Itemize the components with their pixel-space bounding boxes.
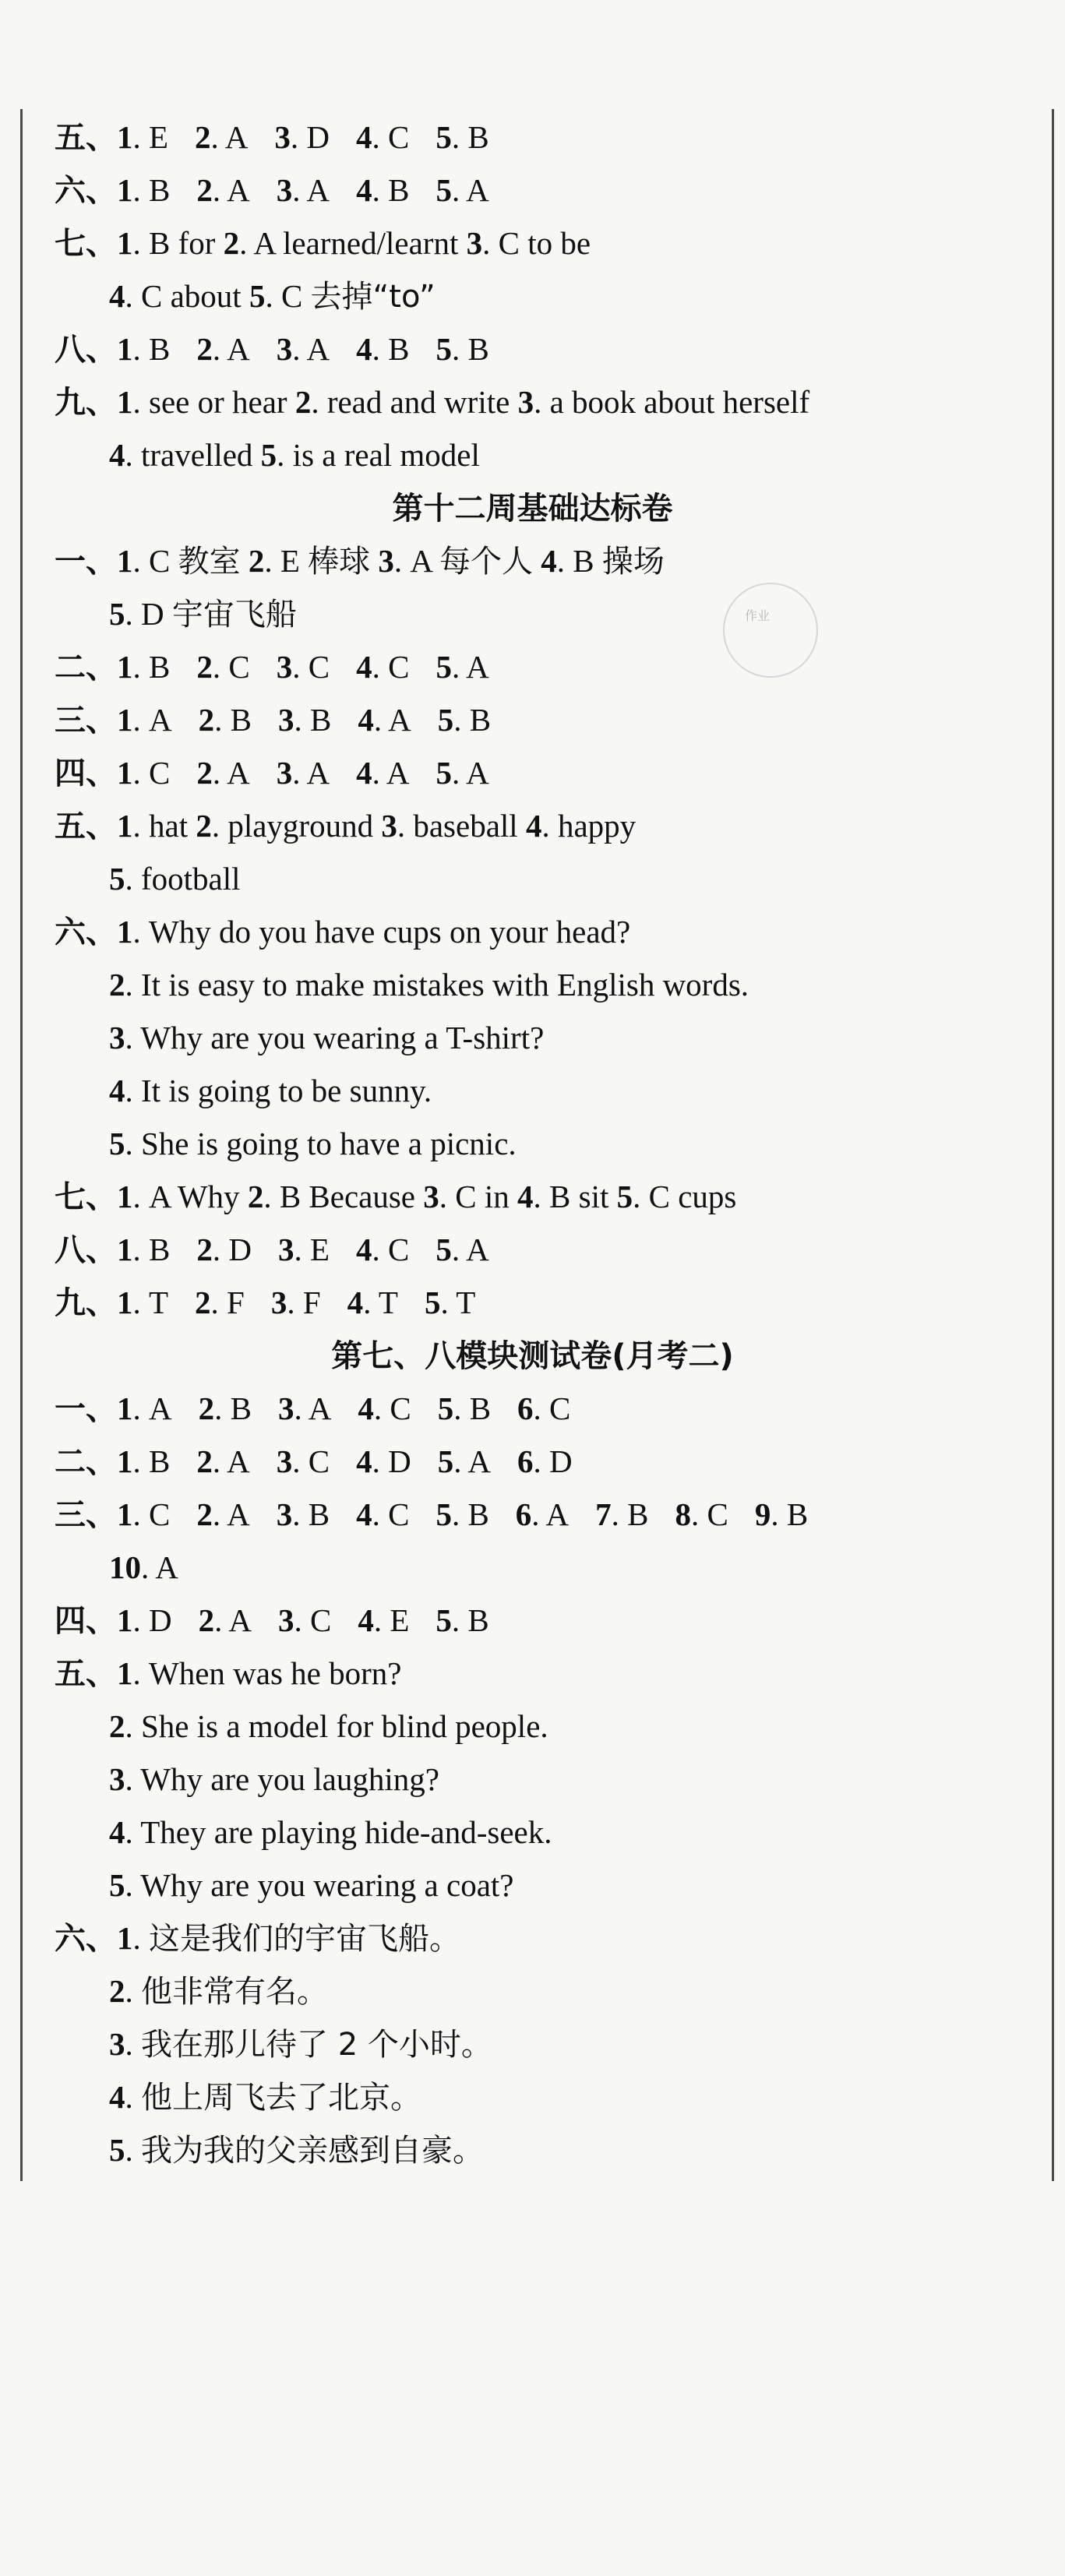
answer-line [55, 1912, 460, 1965]
answer-text: 宇宙飞船 [171, 597, 297, 633]
answer-line [55, 640, 489, 693]
answer-text: . B sit [533, 1179, 617, 1214]
answer-text: . C in [439, 1179, 518, 1214]
item-number: 3 [276, 1443, 293, 1479]
answer-text: . B [372, 172, 410, 208]
item-number: 5 [437, 1390, 454, 1426]
answer-text: . A [212, 172, 250, 208]
answer-text: . C [372, 649, 410, 685]
answer-text: . A [451, 649, 489, 685]
answer-text: . C [372, 1232, 410, 1267]
answer-line [55, 1276, 475, 1329]
answer-text: . C [373, 1390, 411, 1426]
answer-text: . B [294, 702, 332, 738]
answer-text: . C [132, 1496, 171, 1532]
item-number: 3 [277, 1390, 294, 1426]
item-number: 1 [117, 1920, 133, 1956]
answer-line [55, 1223, 489, 1276]
item-number: 4 [517, 1179, 534, 1214]
answer-text: . [125, 2026, 141, 2062]
answer-line [109, 270, 436, 322]
answer-text: . A [212, 331, 250, 367]
item-number: 3 [423, 1179, 439, 1214]
item-number: 5 [616, 1179, 633, 1214]
section-number: 六、 [55, 173, 117, 209]
item-number: 5 [109, 1126, 125, 1161]
answer-text: . A [451, 755, 489, 791]
answer-text: . B [132, 649, 171, 685]
answer-text: . see or hear [132, 384, 295, 420]
answer-text: . Why are you laughing? [125, 1761, 439, 1797]
answer-text: . D [212, 1232, 252, 1267]
answer-text: . T [363, 1284, 398, 1320]
item-number: 2 [109, 1973, 125, 2009]
item-number: 1 [117, 702, 133, 738]
item-number: 5 [437, 1443, 454, 1479]
answer-line [109, 1700, 548, 1753]
answer-text: 去掉“to” [310, 279, 436, 315]
item-number: 10 [109, 1549, 141, 1585]
answer-text: . D [533, 1443, 573, 1479]
section-number: 三、 [55, 1497, 117, 1533]
answer-text: . A [212, 1443, 250, 1479]
answer-text: . Why are you wearing a T-shirt? [125, 1020, 545, 1055]
item-number: 6 [517, 1443, 534, 1479]
answer-text [533, 543, 541, 579]
section-number: 五、 [55, 809, 117, 844]
answer-text: . C [533, 1390, 571, 1426]
item-number: 1 [117, 331, 133, 367]
section-number: 一、 [55, 544, 117, 580]
answer-line [109, 1965, 328, 2017]
item-number: 1 [117, 1496, 133, 1532]
item-number: 2 [196, 755, 213, 791]
item-number: 3 [277, 1602, 294, 1638]
answer-text: . A [453, 1443, 492, 1479]
answer-line [55, 746, 489, 799]
item-number: 3 [378, 543, 394, 579]
answer-text: 第七、八模块测试卷(月考二) [331, 1338, 734, 1374]
item-number: 1 [117, 1179, 133, 1214]
item-number: 4 [356, 172, 372, 208]
answer-text: . C [265, 278, 311, 314]
answer-text: . [125, 2079, 141, 2115]
answer-text: . T [132, 1284, 169, 1320]
item-number: 3 [276, 172, 293, 208]
answer-text: . C [212, 649, 250, 685]
answer-text: . C to be [482, 225, 591, 261]
answer-text: . a book about herself [534, 384, 810, 420]
answer-text: . baseball [397, 808, 526, 844]
item-number: 2 [196, 808, 212, 844]
item-number: 4 [356, 1443, 372, 1479]
answer-text: . B [556, 543, 602, 579]
item-number: 3 [381, 808, 397, 844]
item-number: 3 [277, 702, 294, 738]
item-number: 1 [117, 1602, 133, 1638]
section-number: 九、 [55, 1285, 117, 1321]
answer-text: . C [372, 119, 410, 155]
item-number: 3 [466, 225, 483, 261]
answer-line [109, 852, 241, 905]
item-number: 4 [347, 1284, 364, 1320]
answer-line [55, 1382, 570, 1435]
answer-line [55, 693, 491, 746]
item-number: 1 [117, 649, 133, 685]
answer-line [55, 1647, 401, 1700]
item-number: 3 [109, 1761, 125, 1797]
answer-text: . T [440, 1284, 476, 1320]
item-number: 1 [117, 808, 133, 844]
answer-text: . D [132, 1602, 172, 1638]
answer-line [109, 1541, 178, 1594]
item-number: 4 [356, 649, 372, 685]
answer-text: . [132, 1920, 149, 1956]
answer-text: . A [451, 1232, 489, 1267]
answer-text: . B [451, 331, 489, 367]
item-number: 4 [356, 1232, 372, 1267]
item-number: 4 [109, 278, 125, 314]
item-number: 4 [356, 1496, 372, 1532]
answer-text: . hat [132, 808, 196, 844]
item-number: 2 [196, 1232, 213, 1267]
section-number: 八、 [55, 1232, 117, 1268]
answer-text: . She is going to have a picnic. [125, 1126, 517, 1161]
answer-line [109, 587, 297, 640]
answer-text: . A [214, 1602, 252, 1638]
item-number: 2 [198, 1390, 215, 1426]
answer-text: . A [210, 119, 249, 155]
item-number: 3 [276, 331, 293, 367]
answer-line [109, 1859, 514, 1912]
answer-line [109, 2017, 492, 2070]
item-number: 1 [117, 1390, 133, 1426]
item-number: 2 [109, 967, 125, 1003]
section-number: 四、 [55, 756, 117, 791]
answer-text: . A learned/learnt [239, 225, 467, 261]
answer-text: . C [132, 755, 171, 791]
item-number: 1 [117, 1443, 133, 1479]
answer-text: . A [531, 1496, 570, 1532]
answer-text: . C [132, 543, 178, 579]
answer-text: 我为我的父亲感到自豪。 [141, 2133, 484, 2169]
answer-text: . is a real model [277, 437, 480, 473]
section-number: 八、 [55, 332, 117, 368]
item-number: 4 [356, 119, 372, 155]
answer-line [109, 1117, 517, 1170]
answer-text: . E [294, 1232, 330, 1267]
answer-line [55, 534, 665, 587]
answer-text: . football [125, 861, 241, 897]
answer-text: . read and write [311, 384, 518, 420]
answer-text: 这是我们的宇宙飞船。 [149, 1921, 460, 1957]
answer-text: . B Because [263, 1179, 424, 1214]
item-number: 3 [270, 1284, 287, 1320]
section-number: 三、 [55, 703, 117, 738]
answer-text: . B [451, 1602, 489, 1638]
answer-text: . A [292, 172, 330, 208]
item-number: 2 [198, 702, 215, 738]
answer-text: . A [141, 1549, 178, 1585]
item-number: 4 [358, 1390, 374, 1426]
item-number: 1 [117, 543, 133, 579]
answer-text: . E [132, 119, 169, 155]
item-number: 5 [260, 437, 277, 473]
item-number: 4 [541, 543, 557, 579]
item-number: 5 [109, 2132, 125, 2168]
answer-line [55, 322, 489, 375]
item-number: 4 [356, 331, 372, 367]
item-number: 4 [358, 1602, 374, 1638]
answer-text: . B [451, 119, 489, 155]
answer-text: . F [210, 1284, 245, 1320]
answer-text: . A [132, 702, 172, 738]
right-margin-rule [1052, 109, 1054, 2181]
item-number: 5 [437, 702, 454, 738]
item-number: 2 [195, 119, 211, 155]
item-number: 2 [198, 1602, 215, 1638]
item-number: 4 [109, 437, 125, 473]
item-number: 5 [424, 1284, 441, 1320]
section-number: 四、 [55, 1603, 117, 1639]
answer-line [109, 428, 480, 481]
section-title [0, 1329, 1065, 1382]
answer-text: . E [373, 1602, 410, 1638]
answer-text: . B [132, 1443, 171, 1479]
item-number: 2 [247, 1179, 264, 1214]
answer-text: 操场 [601, 544, 665, 580]
left-margin-rule [20, 109, 23, 2181]
item-number: 5 [436, 119, 452, 155]
answer-text: . happy [541, 808, 637, 844]
answer-text: . B [132, 331, 171, 367]
answer-line [109, 1806, 552, 1859]
answer-text: . B [611, 1496, 649, 1532]
answer-text: . B [451, 1496, 489, 1532]
answer-text: . A [212, 755, 250, 791]
answer-text: . B [132, 172, 171, 208]
item-number: 1 [117, 119, 133, 155]
answer-text: . C about [125, 278, 249, 314]
answer-text: 每个人 [439, 544, 534, 580]
answer-text: . A [373, 702, 411, 738]
answer-text: . It is easy to make mistakes with English words. [125, 967, 749, 1003]
answer-text: . Why are you wearing a coat? [125, 1867, 514, 1903]
answer-text: . B [771, 1496, 809, 1532]
item-number: 1 [117, 1655, 133, 1691]
answer-text: . Why do you have cups on your head? [132, 914, 631, 950]
item-number: 5 [436, 649, 452, 685]
answer-text: . A [292, 331, 330, 367]
item-number: 4 [109, 1073, 125, 1108]
section-number: 一、 [55, 1391, 117, 1427]
faint-stamp-mark [723, 583, 818, 678]
answer-text: 他上周飞去了北京。 [141, 2080, 421, 2116]
answer-line [109, 2123, 484, 2176]
item-number: 4 [109, 1814, 125, 1850]
answer-text: . B [453, 702, 492, 738]
answer-text: 教室 [178, 544, 241, 580]
item-number: 2 [196, 172, 213, 208]
item-number: 5 [109, 1867, 125, 1903]
item-number: 5 [109, 596, 125, 632]
item-number: 1 [117, 914, 133, 950]
answer-text [241, 543, 249, 579]
answer-line [109, 1064, 432, 1117]
answer-text: . B [453, 1390, 492, 1426]
item-number: 3 [276, 649, 293, 685]
answer-line [109, 1753, 439, 1806]
section-number: 二、 [55, 1444, 117, 1480]
item-number: 5 [109, 861, 125, 897]
answer-text: . C [292, 1443, 330, 1479]
item-number: 1 [117, 225, 133, 261]
answer-text: . B for [132, 225, 224, 261]
item-number: 1 [117, 1284, 133, 1320]
item-number: 5 [436, 1496, 452, 1532]
section-number: 六、 [55, 914, 117, 950]
item-number: 6 [515, 1496, 532, 1532]
item-number: 2 [248, 543, 265, 579]
item-number: 2 [294, 384, 312, 420]
answer-text: . It is going to be sunny. [125, 1073, 432, 1108]
item-number: 2 [196, 331, 213, 367]
answer-line [55, 217, 591, 270]
section-number: 五、 [55, 1656, 117, 1692]
answer-text: . B [214, 702, 252, 738]
section-number: 七、 [55, 1179, 117, 1215]
section-number: 六、 [55, 1921, 117, 1957]
item-number: 2 [195, 1284, 211, 1320]
section-number: 五、 [55, 120, 117, 156]
item-number: 4 [525, 808, 542, 844]
answer-text: . They are playing hide-and-seek. [125, 1814, 552, 1850]
answer-text: . D [372, 1443, 411, 1479]
item-number: 4 [358, 702, 374, 738]
answer-text: . B [214, 1390, 252, 1426]
item-number: 2 [196, 649, 213, 685]
answer-text: . B [132, 1232, 171, 1267]
answer-text: . A [393, 543, 440, 579]
answer-line [55, 375, 809, 428]
answer-line [55, 1435, 573, 1488]
item-number: 4 [356, 755, 372, 791]
answer-line [55, 1594, 489, 1647]
answer-text: . A [212, 1496, 250, 1532]
item-number: 1 [117, 1232, 133, 1267]
answer-text: . travelled [125, 437, 261, 473]
item-number: 7 [595, 1496, 612, 1532]
answer-line [55, 111, 489, 164]
answer-text: . C [294, 1602, 332, 1638]
answer-text: . A Why [132, 1179, 248, 1214]
item-number: 3 [276, 1496, 293, 1532]
item-number: 3 [276, 755, 293, 791]
section-title [0, 481, 1065, 534]
item-number: 3 [277, 1232, 294, 1267]
answer-text: 他非常有名。 [141, 1974, 328, 2010]
item-number: 8 [675, 1496, 692, 1532]
item-number: 9 [754, 1496, 771, 1532]
answer-text: . C cups [633, 1179, 737, 1214]
item-number: 5 [436, 1232, 452, 1267]
answer-text: . [125, 2132, 141, 2168]
item-number: 2 [196, 1443, 213, 1479]
answer-line [55, 905, 630, 958]
answer-text: . B [292, 1496, 330, 1532]
item-number: 1 [117, 755, 133, 791]
item-number: 3 [109, 2026, 125, 2062]
section-number: 二、 [55, 650, 117, 685]
item-number: 5 [436, 755, 452, 791]
answer-text: . [125, 1973, 141, 2009]
answer-text: . playground [211, 808, 382, 844]
item-number: 1 [117, 384, 133, 420]
answer-text: . A [292, 755, 330, 791]
answer-text: . When was he born? [132, 1655, 402, 1691]
answer-line [55, 1488, 808, 1541]
answer-line [109, 958, 749, 1011]
section-number: 九、 [55, 385, 117, 421]
answer-line [109, 1011, 544, 1064]
item-number: 2 [196, 1496, 213, 1532]
answer-text: . C [292, 649, 330, 685]
item-number: 3 [109, 1020, 125, 1055]
answer-text [370, 543, 378, 579]
section-number: 七、 [55, 226, 117, 262]
answer-text: . A [372, 755, 410, 791]
answer-text: . F [287, 1284, 321, 1320]
item-number: 2 [109, 1708, 125, 1744]
stamp-text: 作业 [745, 608, 771, 623]
answer-line [109, 2070, 421, 2123]
item-number: 5 [436, 1602, 452, 1638]
answer-text: . D [290, 119, 330, 155]
item-number: 5 [436, 331, 452, 367]
answer-line [55, 164, 489, 217]
item-number: 5 [249, 278, 266, 314]
item-number: 3 [517, 384, 534, 420]
answer-line [55, 799, 636, 852]
answer-line [55, 1170, 736, 1223]
answer-text: . She is a model for blind people. [125, 1708, 548, 1744]
answer-text: . A [132, 1390, 172, 1426]
item-number: 2 [223, 225, 240, 261]
answer-text: . E [264, 543, 309, 579]
answer-text: 棒球 [308, 544, 371, 580]
item-number: 5 [436, 172, 452, 208]
answer-text: 我在那儿待了 2 个小时。 [141, 2027, 492, 2063]
item-number: 1 [117, 172, 133, 208]
item-number: 6 [517, 1390, 534, 1426]
answer-text: . C [372, 1496, 410, 1532]
item-number: 4 [109, 2079, 125, 2115]
answer-text: . A [451, 172, 489, 208]
answer-text: . A [294, 1390, 332, 1426]
answer-text: . C [691, 1496, 728, 1532]
answer-text: . B [372, 331, 410, 367]
answer-text: 第十二周基础达标卷 [392, 491, 673, 527]
answer-text: . D [125, 596, 172, 632]
item-number: 3 [274, 119, 291, 155]
